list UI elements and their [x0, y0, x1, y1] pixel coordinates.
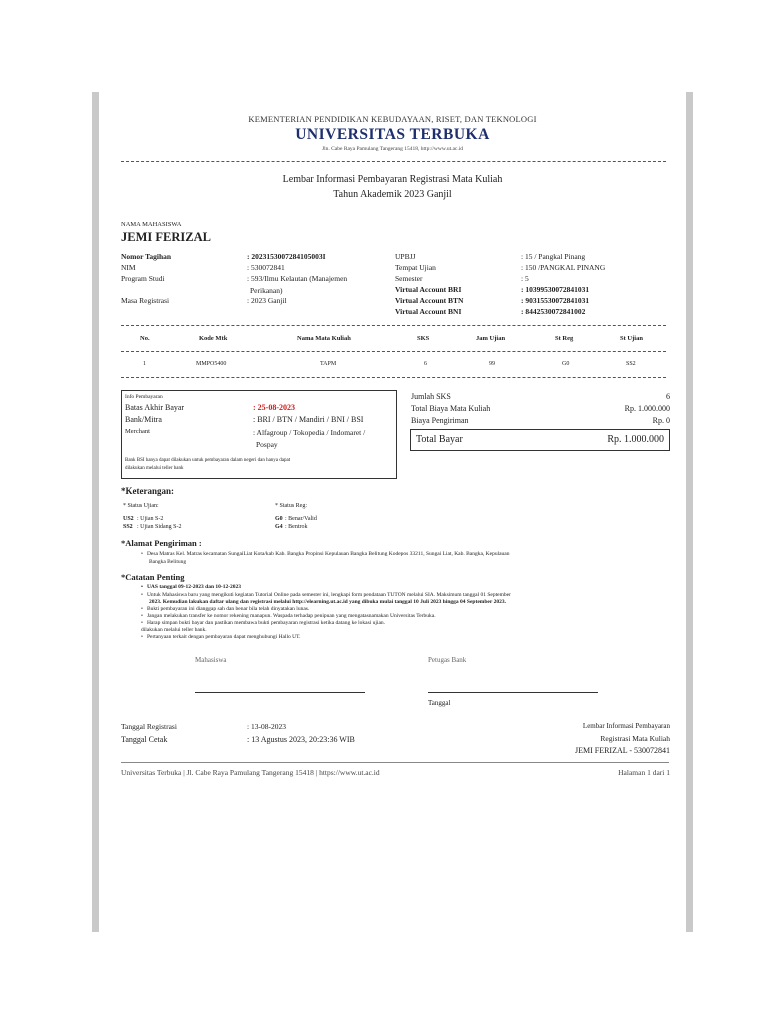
col-header-jam: Jam Ujian [476, 335, 506, 342]
status-reg-text-1: : Benar/Valid [285, 516, 317, 522]
catatan-item5: • Harap simpan bukti bayar dan pastikan membawa bukti pembayaran registrasi ketika datang ke lokasi ujian. [141, 620, 385, 626]
label-nomor-tagihan: Nomor Tagihan [121, 252, 172, 261]
header-divider [121, 161, 666, 162]
academic-year: Tahun Akademik 2023 Ganjil [333, 189, 452, 200]
catatan-extra: dilakukan melalui teller bank. [141, 627, 207, 633]
value-merchant-cont: Pospay [256, 440, 278, 449]
status-ujian-text-2: : Ujian Sidang S-2 [137, 524, 182, 530]
value-tempat-ujian: : 150 /PANGKAL PINANG [521, 263, 606, 272]
catatan-uas: • UAS tanggal 09-12-2023 dan 10-12-2023 [141, 584, 241, 590]
value-tanggal-registrasi: : 13-08-2023 [247, 722, 286, 731]
document-page [99, 92, 686, 932]
catatan-item2-line2: 2023. Kemudian lakukan daftar ulang dan registrasi melalui http://elearning.ut.ac.id yang dibuka mulai tanggal 10 Juli 2023 hingga 04 September 2023. [149, 599, 506, 605]
signature-mahasiswa-label: Mahasiswa [195, 656, 227, 664]
label-nim: NIM [121, 263, 136, 272]
alamat-title: *Alamat Pengiriman : [121, 538, 202, 548]
page-footer-pagination: Halaman 1 dari 1 [618, 768, 670, 777]
catatan-item6: • Pertanyaan terkait dengan pembayaran dapat menghubungi Hallo UT. [141, 634, 300, 640]
status-reg-text-2: : Bentrok [285, 524, 308, 530]
alamat-line2: Bangka Belitung [149, 559, 187, 565]
cell-nama: TAPM [320, 361, 337, 367]
value-nomor-tagihan: : 2023153007284105003I [247, 252, 326, 261]
col-header-streg: St Reg [555, 335, 574, 342]
status-reg-code-2: G4 [275, 524, 283, 530]
label-tempat-ujian: Tempat Ujian [395, 263, 436, 272]
value-upbjj: : 15 / Pangkal Pinang [521, 252, 586, 261]
value-total-bayar: Rp. 1.000.000 [607, 434, 664, 445]
col-header-kode: Kode Mtk [199, 335, 228, 342]
status-reg-code-1: G0 [275, 516, 283, 522]
cell-sks: 6 [424, 361, 427, 367]
label-va-btn: Virtual Account BTN [395, 296, 464, 305]
page-footer-left: Universitas Terbuka | Jl. Cabe Raya Pamulang Tangerang 15418 | https://www.ut.ac.id [121, 768, 380, 777]
signature-line-petugas [428, 692, 598, 693]
label-biaya-pengiriman: Biaya Pengiriman [411, 416, 469, 425]
status-ujian-code-1: US2 [123, 516, 134, 522]
left-page-shadow [92, 92, 99, 932]
col-header-no: No. [140, 335, 150, 342]
university-address: Jln. Cabe Raya Pamulang Tangerang 15418, http://www.ut.ac.id [321, 146, 464, 152]
label-semester: Semester [395, 274, 423, 283]
col-header-sks: SKS [417, 335, 430, 342]
student-name: JEMI FERIZAL [121, 230, 211, 244]
footer-student-id: JEMI FERIZAL - 530072841 [574, 746, 670, 755]
cell-kode: MMPO5400 [196, 361, 227, 367]
value-batas-akhir: : 25-08-2023 [253, 403, 295, 412]
table-bottom-divider [121, 377, 666, 378]
footer-doc-title-2: Registrasi Mata Kuliah [600, 734, 670, 743]
cell-stujian: SS2 [626, 361, 636, 367]
university-name: UNIVERSITAS TERBUKA [295, 126, 490, 143]
label-va-bni: Virtual Account BNI [395, 307, 462, 316]
status-ujian-label: * Status Ujian: [123, 503, 159, 509]
label-upbjj: UPBJJ [395, 252, 416, 261]
label-merchant: Merchant [125, 428, 150, 435]
bsi-note-line1: Bank BSI hanya dapat dilakukan untuk pembayaran dalam negeri dan hanya dapat [125, 458, 291, 463]
cell-streg: G0 [562, 361, 570, 367]
value-va-btn: : 90315530072841031 [521, 296, 590, 305]
ministry-name: KEMENTERIAN PENDIDIKAN KEBUDAYAAN, RISET, DAN TEKNOLOGI [248, 114, 537, 124]
status-reg-label: * Status Reg: [275, 503, 308, 509]
catatan-item4: • Jangan melakukan transfer ke nomor rekening manapun. Waspada terhadap penipuan yang mengatasnamakan Universitas Terbuka. [141, 613, 436, 619]
value-va-bri: : 10399530072841031 [521, 285, 590, 294]
footer-doc-title-1: Lembar Informasi Pembayaran [582, 722, 670, 730]
value-masa-registrasi: : 2023 Ganjil [247, 296, 287, 305]
cell-no: 1 [143, 361, 146, 367]
value-va-bni: : 8442530072841002 [521, 307, 586, 316]
catatan-item3: • Bukti pembayaran ini dianggap sah dan benar bila telah dinyatakan lunas. [141, 606, 309, 612]
status-ujian-text-1: : Ujian S-2 [137, 516, 164, 522]
document-title: Lembar Informasi Pembayaran Registrasi Mata Kuliah [282, 174, 503, 185]
table-header-divider [121, 351, 666, 352]
status-ujian-code-2: SS2 [123, 524, 133, 530]
value-program-studi: : 593/Ilmu Kelautan (Manajemen [247, 274, 348, 283]
value-total-biaya: Rp. 1.000.000 [624, 404, 670, 413]
value-jumlah-sks: 6 [666, 392, 670, 401]
label-tanggal-cetak: Tanggal Cetak [121, 735, 168, 744]
label-total-bayar: Total Bayar [416, 434, 463, 445]
col-header-stujian: St Ujian [620, 335, 643, 342]
label-batas-akhir: Batas Akhir Bayar [125, 403, 185, 412]
label-program-studi: Program Studi [121, 274, 165, 283]
value-program-studi-cont: Perikanan) [250, 286, 283, 295]
value-nim: : 530072841 [247, 263, 285, 272]
bsi-note-line2: dilakukan melalui teller bank [125, 466, 184, 471]
cell-jam: 99 [489, 361, 495, 367]
label-va-bri: Virtual Account BRI [395, 285, 462, 294]
signature-petugas-label: Petugas Bank [428, 656, 467, 664]
footer-rule [121, 762, 669, 763]
alamat-line1: • Desa Matras Kel. Matras kecamatan SungaiLiat Kota/kab Kab. Bangka Propinsi Kepulauan Bangka Belitung Kodepos 33211, Sungai Liat, Kab. Bangka, Kepulauan [141, 551, 510, 557]
signature-line-mahasiswa [195, 692, 365, 693]
label-masa-registrasi: Masa Registrasi [121, 296, 170, 305]
table-top-divider [121, 325, 666, 326]
student-name-label: NAMA MAHASISWA [121, 221, 182, 228]
keterangan-title: *Keterangan: [121, 486, 174, 496]
label-jumlah-sks: Jumlah SKS [411, 392, 451, 401]
value-tanggal-cetak: : 13 Agustus 2023, 20:23:36 WIB [247, 735, 355, 744]
value-bank-mitra: : BRI / BTN / Mandiri / BNI / BSI [253, 415, 364, 424]
catatan-item2-line1: • Untuk Mahasiswa baru yang mengikuti kegiatan Tutorial Online pada semester ini, lengkapi form pendataan TUTON melalui SIA. Maksimum tanggal 01 September [141, 592, 511, 598]
label-bank-mitra: Bank/Mitra [125, 415, 162, 424]
value-biaya-pengiriman: Rp. 0 [652, 416, 670, 425]
col-header-nama: Nama Mata Kuliah [297, 335, 351, 342]
catatan-title: *Catatan Penting [121, 572, 185, 582]
payment-info-title: Info Pembayaran [125, 394, 163, 400]
right-page-shadow [686, 92, 693, 932]
value-merchant: : Alfagroup / Tokopedia / Indomaret / [253, 428, 366, 437]
signature-tanggal-label: Tanggal [428, 699, 451, 707]
label-total-biaya: Total Biaya Mata Kuliah [411, 404, 491, 413]
value-semester: : 5 [521, 274, 529, 283]
label-tanggal-registrasi: Tanggal Registrasi [121, 722, 177, 731]
